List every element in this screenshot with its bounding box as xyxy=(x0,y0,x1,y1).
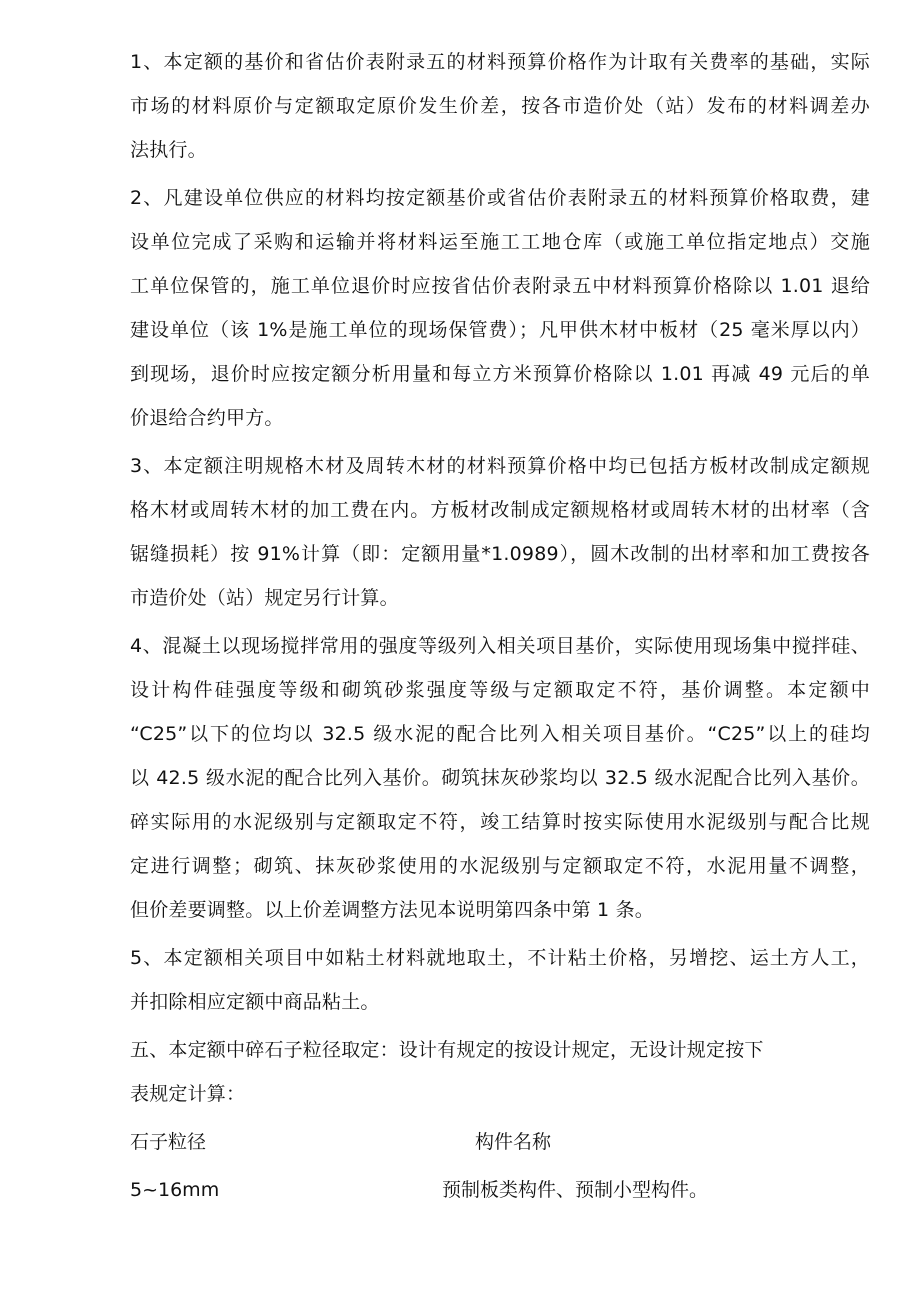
paragraph-3 xyxy=(130,444,870,620)
text-line: 并扣除相应定额中商品粘土。 xyxy=(130,991,380,1013)
text-line: 市场的材料原价与定额取定原价发生价差，按各市造价处（站）发布的材料调差办 xyxy=(130,95,870,117)
text-line: 市造价处（站）规定另行计算。 xyxy=(130,587,399,609)
text-line: 碎实际用的水泥级别与定额取定不符，竣工结算时按实际使用水泥级别与配合比规 xyxy=(130,811,870,833)
text-line: 到现场，退价时应按定额分析用量和每立方米预算价格除以 1.01 再减 49 元后的单 xyxy=(130,363,870,385)
text-line: 但价差要调整。以上价差调整方法见本说明第四条中第 1 条。 xyxy=(130,899,654,921)
text-line: “C25”以下的位均以 32.5 级水泥的配合比列入相关项目基价。“C25”以上的硅均 xyxy=(130,723,870,745)
table-cell: 5~16mm xyxy=(130,1179,220,1201)
text-line: 价退给合约甲方。 xyxy=(130,407,284,429)
text-line: 格木材或周转木材的加工费在内。方板材改制成定额规格材或周转木材的出材率（含 xyxy=(130,499,870,521)
paragraph-2 xyxy=(130,176,870,440)
text-line: 工单位保管的，施工单位退价时应按省估价表附录五中材料预算价格除以 1.01 退给 xyxy=(130,275,870,297)
text-line: 4、混凝土以现场搅拌常用的强度等级列入相关项目基价，实际使用现场集中搅拌硅、 xyxy=(130,635,870,657)
table-header-cell: 构件名称 xyxy=(475,1131,552,1153)
paragraph-4 xyxy=(130,624,870,932)
text-line: 5、本定额相关项目中如粘土材料就地取土，不计粘土价格，另增挖、运土方人工， xyxy=(130,947,870,969)
text-line: 2、凡建设单位供应的材料均按定额基价或省估价表附录五的材料预算价格取费，建 xyxy=(130,187,870,209)
text-line: 1、本定额的基价和省估价表附录五的材料预算价格作为计取有关费率的基础，实际 xyxy=(130,51,870,73)
text-line: 设单位完成了采购和运输并将材料运至施工工地仓库（或施工单位指定地点）交施 xyxy=(130,231,870,253)
table-row xyxy=(130,1168,870,1212)
text-line: 定进行调整；砌筑、抹灰砂浆使用的水泥级别与定额取定不符，水泥用量不调整， xyxy=(130,855,870,877)
table-header-row xyxy=(130,1120,870,1164)
text-line: 五、本定额中碎石子粒径取定：设计有规定的按设计规定，无设计规定按下 xyxy=(130,1039,764,1061)
text-line: 表规定计算： xyxy=(130,1083,246,1105)
text-line: 建设单位（该 1%是施工单位的现场保管费）；凡甲供木材中板材（25 毫米厚以内） xyxy=(130,319,870,341)
table-cell: 预制板类构件、预制小型构件。 xyxy=(442,1179,709,1201)
paragraph-6 xyxy=(130,1028,870,1116)
document-page xyxy=(130,40,870,1212)
paragraph-5 xyxy=(130,936,870,1024)
text-line: 法执行。 xyxy=(130,139,207,161)
text-line: 设计构件硅强度等级和砌筑砂浆强度等级与定额取定不符，基价调整。本定额中 xyxy=(130,679,870,701)
text-line: 锯缝损耗）按 91%计算（即：定额用量*1.0989），圆木改制的出材率和加工费按各 xyxy=(130,543,870,565)
text-line: 以 42.5 级水泥的配合比列入基价。砌筑抹灰砂浆均以 32.5 级水泥配合比列入基价。 xyxy=(130,767,870,789)
table-header-cell: 石子粒径 xyxy=(130,1131,207,1153)
paragraph-1 xyxy=(130,40,870,172)
text-line: 3、本定额注明规格木材及周转木材的材料预算价格中均已包括方板材改制成定额规 xyxy=(130,455,870,477)
